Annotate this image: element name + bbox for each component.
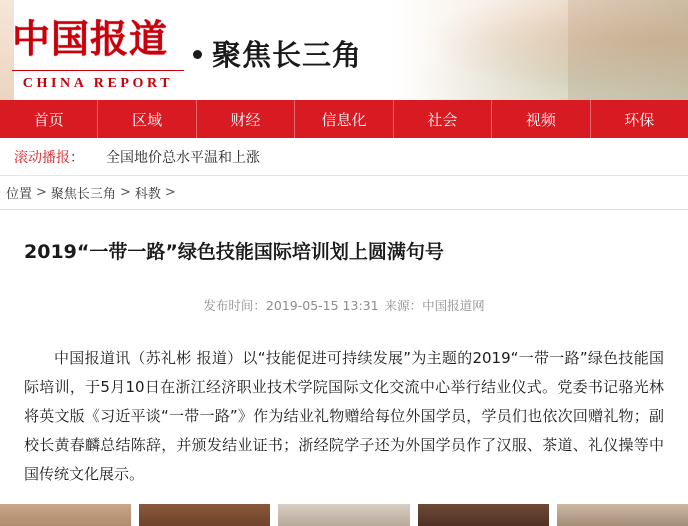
nav-item-informatization[interactable]: 信息化 (295, 100, 393, 138)
site-header (0, 0, 688, 100)
source-label: 来源： (384, 298, 423, 313)
article-meta (24, 296, 664, 314)
bottom-image-2 (139, 504, 270, 526)
site-logo-chinese: 中国报道 (12, 16, 169, 61)
rolling-news-bar (0, 138, 688, 176)
nav-item-video[interactable]: 视频 (492, 100, 590, 138)
bottom-image-gap-3 (410, 504, 418, 526)
article-body: 中国报道讯（苏礼彬 报道）以“技能促进可持续发展”为主题的2019“一带一路”绿色技能国际培训，于5月10日在浙江经济职业技术学院国际文化交流中心举行结业仪式。党委书记骆光林将英文版《习近平谈“一带一路”》作为结业礼物赠给每位外国学员，学员们也依次回赠礼物；副校长黄春麟总结陈辞，并颁发结业证书；浙经院学子还为外国学员作了汉服、茶道、礼仪操等中国传统文化展示。 (24, 349, 664, 483)
bullet-dot-icon (193, 50, 202, 59)
breadcrumb-item-education[interactable]: 科教 (134, 187, 161, 202)
bottom-image-strip (0, 504, 688, 526)
source-value: 中国报道网 (422, 298, 485, 313)
rolling-news-label: 滚动播报 (14, 149, 70, 166)
section-title: 聚焦长三角 (212, 38, 363, 72)
bottom-image-gap-2 (270, 504, 278, 526)
rolling-news-headline[interactable]: 全国地价总水平温和上涨 (106, 149, 260, 166)
nav-item-society[interactable]: 社会 (394, 100, 492, 138)
nav-item-environment[interactable]: 环保 (624, 110, 655, 129)
site-logo[interactable] (12, 16, 188, 92)
nav-item-region[interactable]: 区域 (98, 100, 196, 138)
breadcrumb-separator-3: > (164, 185, 176, 200)
publish-time-value: 2019-05-15 13:31 (265, 298, 379, 313)
breadcrumb-item-focus-yangtze[interactable]: 聚焦长三角 (50, 187, 116, 202)
article-title: 2019“一带一路”绿色技能国际培训划上圆满句号 (24, 241, 444, 263)
bottom-image-gap-1 (131, 504, 139, 526)
breadcrumb-separator-1: > (36, 185, 47, 200)
article (0, 238, 688, 489)
bottom-image-3 (278, 504, 409, 526)
breadcrumb-label: 位置 (6, 187, 33, 202)
nav-item-home[interactable]: 首页 (0, 100, 98, 138)
header-decoration-right (388, 0, 688, 100)
bottom-image-4 (418, 504, 549, 526)
breadcrumb-separator-2: > (119, 185, 131, 200)
rolling-news-colon: ： (70, 148, 84, 165)
breadcrumb (0, 176, 688, 210)
meta-divider (24, 314, 664, 330)
main-navigation (0, 100, 688, 138)
bottom-image-5 (557, 504, 688, 526)
site-logo-english: CHINA REPORT (12, 70, 184, 92)
publish-time-label: 发布时间： (203, 298, 266, 313)
nav-item-finance[interactable]: 财经 (197, 100, 295, 138)
bottom-image-gap-4 (549, 504, 557, 526)
bottom-image-1 (0, 504, 131, 526)
